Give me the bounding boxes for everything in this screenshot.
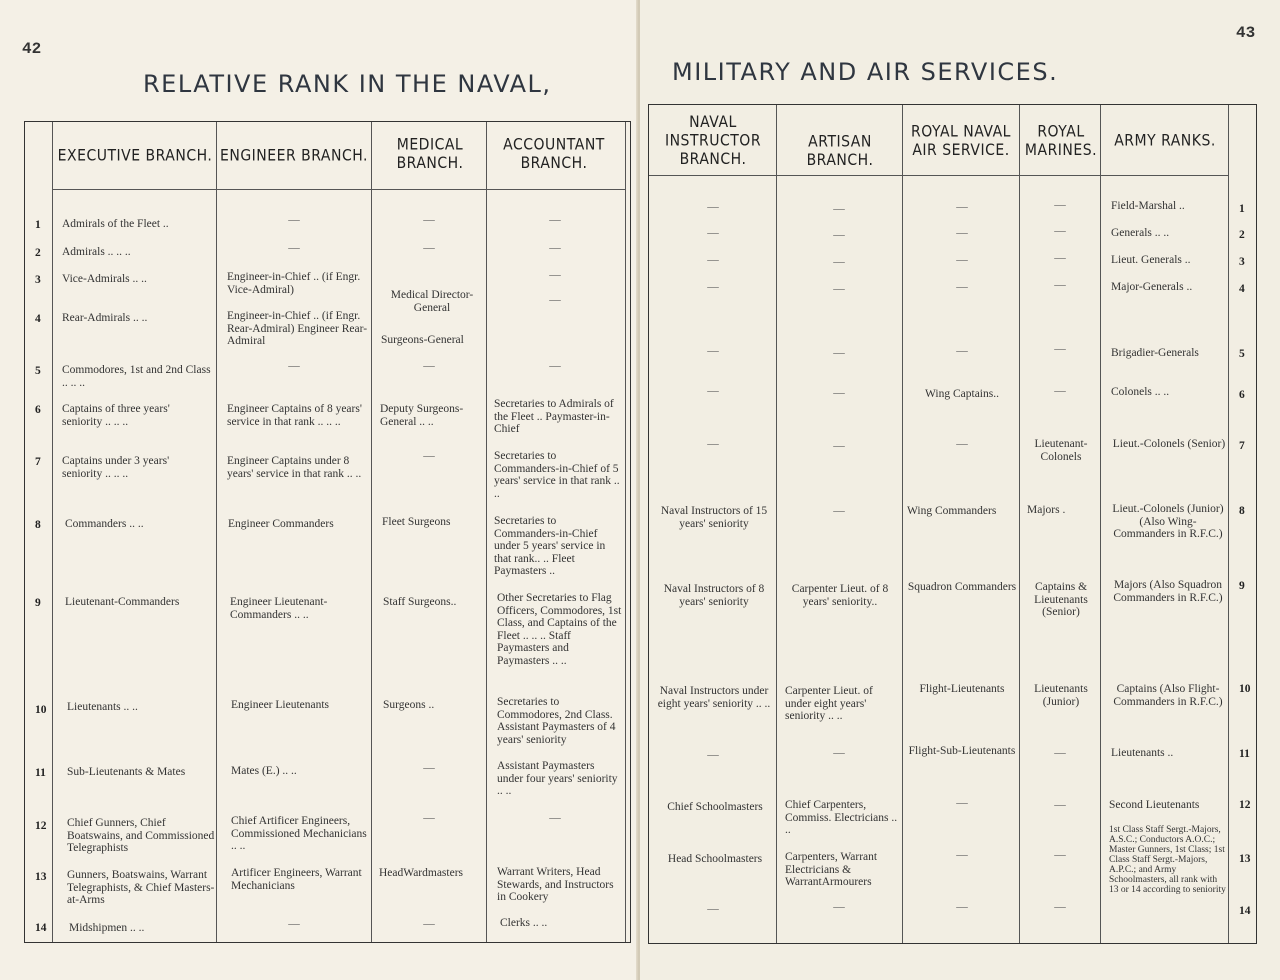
medical-cell: Fleet Surgeons	[382, 516, 451, 528]
artisan-cell: Chief Carpenters, Commiss. Electricians .. ..	[785, 799, 898, 836]
artisan-cell: —	[833, 747, 845, 759]
air-cell: —	[956, 797, 968, 809]
row-number: 1	[1239, 203, 1245, 215]
engineer-cell: Engineer Lieutenant-Commanders .. ..	[230, 596, 328, 621]
marines-cell: —	[1054, 279, 1066, 291]
executive-cell: Commodores, 1st and 2nd Class .. .. ..	[62, 364, 211, 389]
air-cell: —	[956, 201, 968, 213]
header-army: ARMY RANKS.	[1114, 131, 1216, 151]
army-cell: Second Lieutenants	[1109, 799, 1200, 811]
row-number: 2	[1239, 229, 1245, 241]
row-number: 9	[1239, 580, 1245, 592]
army-cell: Lieutenants ..	[1111, 747, 1174, 759]
engineer-cell: —	[288, 360, 300, 372]
accountant-cell: —	[549, 360, 561, 372]
army-cell: Lieut.-Colonels (Junior) (Also Wing-Commanders in R.F.C.)	[1112, 503, 1224, 540]
marines-cell: —	[1054, 849, 1066, 861]
header-artisan: ARTISAN BRANCH.	[806, 132, 874, 170]
artisan-cell: —	[833, 229, 845, 241]
row-number: 7	[35, 456, 41, 468]
executive-cell: Captains under 3 years' seniority .. .. ..	[62, 455, 170, 480]
air-cell: —	[956, 901, 968, 913]
air-cell: —	[956, 227, 968, 239]
engineer-cell: Artificer Engineers, Warrant Mechanicians	[231, 867, 362, 892]
row-number: 8	[35, 519, 41, 531]
army-cell: Lieut.-Colonels (Senior)	[1112, 438, 1226, 450]
marines-cell: Majors .	[1027, 504, 1066, 516]
engineer-cell: Engineer Captains under 8 years' service in that rank .. ..	[227, 455, 362, 480]
instructor-cell: Naval Instructors under eight years' seniority .. ..	[657, 685, 771, 710]
artisan-cell: —	[833, 283, 845, 295]
row-number: 5	[1239, 348, 1245, 360]
accountant-cell: —	[549, 269, 561, 281]
header-marines: ROYAL MARINES.	[1024, 122, 1098, 160]
row-number: 13	[35, 871, 47, 883]
army-cell: Generals .. ..	[1111, 227, 1170, 239]
medical-cell: —	[423, 214, 435, 226]
row-number: 12	[35, 820, 47, 832]
engineer-cell: —	[288, 214, 300, 226]
engineer-cell: Engineer Commanders	[228, 518, 334, 530]
marines-cell: Lieutenant-Colonels	[1034, 438, 1088, 463]
medical-cell: Deputy Surgeons-General .. ..	[380, 403, 464, 428]
accountant-cell: Secretaries to Commanders-in-Chief of 5 years' service in that rank .. ..	[494, 450, 620, 500]
artisan-cell: —	[833, 387, 845, 399]
instructor-cell: —	[707, 227, 719, 239]
header-medical: MEDICAL BRANCH.	[396, 135, 464, 173]
row-number: 3	[35, 274, 41, 286]
artisan-cell: —	[833, 440, 845, 452]
artisan-cell: —	[833, 347, 845, 359]
marines-cell: Lieutenants (Junior)	[1034, 683, 1088, 708]
medical-cell: Surgeons ..	[383, 699, 435, 711]
artisan-cell: Carpenters, Warrant Electricians & WarrantArmourers	[785, 851, 878, 888]
artisan-cell: Carpenter Lieut. of 8 years' seniority..	[791, 583, 889, 608]
instructor-cell: —	[707, 438, 719, 450]
row-number: 4	[35, 313, 41, 325]
header-accountant: ACCOUNTANT BRANCH.	[503, 135, 605, 173]
executive-cell: Vice-Admirals .. ..	[62, 273, 147, 285]
engineer-cell: —	[288, 242, 300, 254]
air-cell: —	[956, 254, 968, 266]
instructor-cell: —	[707, 903, 719, 915]
right-page	[640, 0, 1280, 980]
air-cell: —	[956, 281, 968, 293]
marines-cell: —	[1054, 225, 1066, 237]
row-number: 6	[1239, 389, 1245, 401]
accountant-cell: Clerks .. ..	[500, 917, 548, 929]
marines-cell: —	[1054, 343, 1066, 355]
marines-cell: —	[1054, 799, 1066, 811]
engineer-cell: Engineer Lieutenants	[231, 699, 330, 711]
instructor-cell: Naval Instructors of 8 years' seniority	[663, 583, 765, 608]
instructor-cell: Chief Schoolmasters	[667, 801, 763, 813]
medical-cell: Medical Director-General	[390, 289, 474, 314]
accountant-cell: Secretaries to Admirals of the Fleet .. Paymaster-in-Chief	[494, 398, 614, 435]
row-number: 13	[1239, 853, 1251, 865]
marines-cell: —	[1054, 385, 1066, 397]
instructor-cell: —	[707, 201, 719, 213]
accountant-cell: Warrant Writers, Head Stewards, and Instructors in Cookery	[497, 866, 614, 903]
accountant-cell: Other Secretaries to Flag Officers, Commodores, 1st Class, and Captains of the Fleet .. .. .. Staff Paymasters and Paymasters .. ..	[497, 592, 622, 667]
executive-cell: Rear-Admirals .. ..	[62, 312, 148, 324]
instructor-cell: Head Schoolmasters	[667, 853, 763, 865]
header-air: ROYAL NAVAL AIR SERVICE.	[911, 122, 1011, 160]
row-number: 10	[35, 704, 47, 716]
executive-cell: Chief Gunners, Chief Boatswains, and Commissioned Telegraphists	[67, 817, 215, 854]
artisan-cell: —	[833, 256, 845, 268]
instructor-cell: —	[707, 254, 719, 266]
row-number: 14	[35, 922, 47, 934]
row-number: 7	[1239, 440, 1245, 452]
row-number: 6	[35, 404, 41, 416]
army-cell: Major-Generals ..	[1111, 281, 1193, 293]
engineer-cell: Mates (E.) .. ..	[231, 765, 297, 777]
engineer-cell: Engineer-in-Chief .. (if Engr. Rear-Admiral) Engineer Rear-Admiral	[227, 310, 368, 347]
executive-cell: Admirals .. .. ..	[62, 246, 131, 258]
header-instructor: NAVAL INSTRUCTOR BRANCH.	[664, 113, 762, 169]
accountant-cell: —	[549, 242, 561, 254]
accountant-cell: Secretaries to Commodores, 2nd Class. Assistant Paymasters of 4 years' seniority	[497, 696, 616, 746]
executive-cell: Gunners, Boatswains, Warrant Telegraphists, & Chief Masters-at-Arms	[67, 869, 215, 906]
army-cell: Field-Marshal ..	[1111, 200, 1185, 212]
instructor-cell: —	[707, 345, 719, 357]
row-number: 11	[35, 767, 46, 779]
marines-cell: —	[1054, 747, 1066, 759]
accountant-cell: —	[549, 294, 561, 306]
row-number: 12	[1239, 799, 1251, 811]
medical-cell: —	[423, 812, 435, 824]
engineer-cell: Engineer-in-Chief .. (if Engr. Vice-Admiral)	[227, 271, 361, 296]
army-cell: Lieut. Generals ..	[1111, 254, 1191, 266]
medical-cell: —	[423, 450, 435, 462]
left-table	[24, 121, 631, 943]
marines-cell: Captains & Lieutenants (Senior)	[1034, 581, 1088, 618]
executive-cell: Admirals of the Fleet ..	[62, 218, 169, 230]
executive-cell: Lieutenant-Commanders	[65, 596, 180, 608]
air-cell: —	[956, 438, 968, 450]
accountant-cell: —	[549, 812, 561, 824]
right-table	[648, 104, 1257, 944]
medical-cell: —	[423, 360, 435, 372]
medical-cell: Surgeons-General	[381, 334, 464, 346]
row-number: 1	[35, 219, 41, 231]
header-engineer: ENGINEER BRANCH.	[220, 146, 368, 166]
left-page	[0, 0, 638, 980]
air-cell: Wing Captains..	[925, 388, 999, 400]
army-cell: 1st Class Staff Sergt.-Majors, A.S.C.; Conductors A.O.C.; Master Gunners, 1st Class; 1st Class Staff Sergt.-Majors, A.P.C.; and Army Schoolmasters, all rank with 13 or 14 according to seniority	[1109, 825, 1226, 895]
marines-cell: —	[1054, 252, 1066, 264]
artisan-cell: —	[833, 203, 845, 215]
row-number: 2	[35, 247, 41, 259]
medical-cell: Staff Surgeons..	[383, 596, 457, 608]
executive-cell: Captains of three years' seniority .. .. ..	[62, 403, 170, 428]
air-cell: —	[956, 345, 968, 357]
instructor-cell: —	[707, 281, 719, 293]
left-page-number: 42	[22, 40, 42, 58]
title-right: MILITARY AND AIR SERVICES.	[672, 58, 1059, 86]
army-cell: Majors (Also Squadron Commanders in R.F.C.)	[1113, 579, 1223, 604]
row-number: 4	[1239, 283, 1245, 295]
header-executive: EXECUTIVE BRANCH.	[57, 146, 213, 166]
title-left: RELATIVE RANK IN THE NAVAL,	[143, 70, 552, 98]
air-cell: —	[956, 849, 968, 861]
instructor-cell: Naval Instructors of 15 years' seniority	[660, 505, 768, 530]
medical-cell: —	[423, 918, 435, 930]
medical-cell: —	[423, 762, 435, 774]
artisan-cell: Carpenter Lieut. of under eight years' seniority .. ..	[785, 685, 873, 722]
executive-cell: Midshipmen .. ..	[69, 922, 145, 934]
executive-cell: Lieutenants .. ..	[67, 701, 138, 713]
artisan-cell: —	[833, 505, 845, 517]
air-cell: Wing Commanders	[907, 505, 997, 517]
executive-cell: Commanders .. ..	[65, 518, 144, 530]
artisan-cell: —	[833, 901, 845, 913]
accountant-cell: Assistant Paymasters under four years' seniority .. ..	[497, 760, 618, 797]
instructor-cell: —	[707, 385, 719, 397]
row-number: 5	[35, 365, 41, 377]
row-number: 3	[1239, 256, 1245, 268]
row-number: 9	[35, 597, 41, 609]
air-cell: Flight-Sub-Lieutenants	[908, 745, 1016, 757]
medical-cell: —	[423, 242, 435, 254]
accountant-cell: —	[549, 214, 561, 226]
air-cell: Squadron Commanders	[907, 581, 1017, 593]
army-cell: Captains (Also Flight-Commanders in R.F.C.)	[1113, 683, 1223, 708]
marines-cell: —	[1054, 901, 1066, 913]
row-number: 14	[1239, 905, 1251, 917]
right-page-number: 43	[1236, 24, 1256, 42]
marines-cell: —	[1054, 199, 1066, 211]
executive-cell: Sub-Lieutenants & Mates	[67, 766, 186, 778]
engineer-cell: —	[288, 918, 300, 930]
instructor-cell: —	[707, 749, 719, 761]
accountant-cell: Secretaries to Commanders-in-Chief under 5 years' service in that rank.. .. Fleet Paymasters ..	[494, 515, 606, 577]
row-number: 11	[1239, 748, 1250, 760]
row-number: 10	[1239, 683, 1251, 695]
army-cell: Brigadier-Generals	[1111, 347, 1199, 359]
row-number: 8	[1239, 505, 1245, 517]
engineer-cell: Engineer Captains of 8 years' service in that rank .. .. ..	[227, 403, 362, 428]
engineer-cell: Chief Artificer Engineers, Commissioned Mechanicians .. ..	[231, 815, 367, 852]
medical-cell: HeadWardmasters	[379, 867, 464, 879]
air-cell: Flight-Lieutenants	[919, 683, 1005, 695]
army-cell: Colonels .. ..	[1111, 386, 1170, 398]
